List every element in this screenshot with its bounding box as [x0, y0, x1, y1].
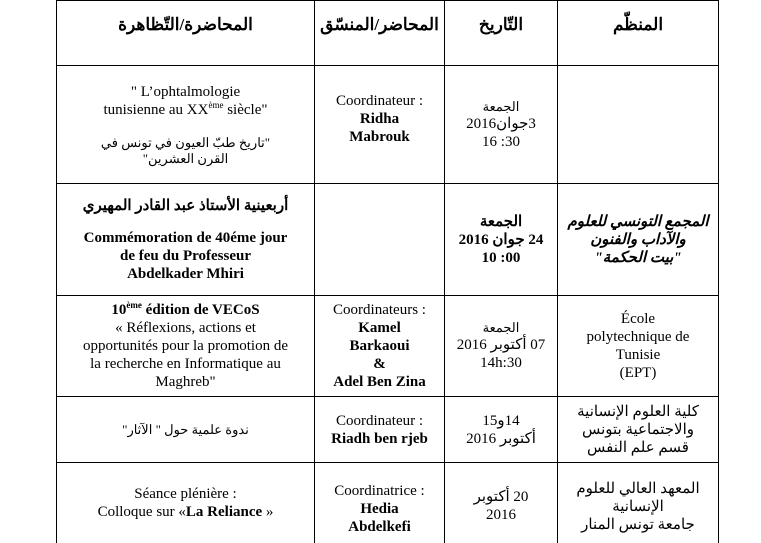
lecturer-name: Ridha — [359, 111, 400, 127]
organizer-text: الإنسانية — [612, 499, 664, 515]
organizer-text: قسم علم النفس — [587, 439, 689, 456]
table-row-3-organizer — [558, 296, 718, 396]
lecture-line: 10ème édition de VECoS — [111, 300, 260, 318]
table-row-2-lecture — [57, 184, 314, 295]
date-time: 16 :30 — [482, 133, 520, 150]
lecture-line: opportunités pour la promotion de — [83, 338, 288, 354]
lecturer-name: Kamel — [358, 320, 401, 336]
lecturer-name: Hedia — [360, 501, 399, 517]
organizer-text: والاجتماعية بتونس — [581, 421, 695, 438]
lecture-line: « Réflexions, actions et — [115, 320, 256, 336]
organizer-text: (EPT) — [619, 365, 657, 381]
table-row-4-lecturer — [315, 397, 444, 462]
organizer-text: والآداب والفنون — [590, 231, 686, 248]
table-border-right — [718, 0, 719, 543]
lecture-fr-line: " L’ophtalmologie — [130, 83, 241, 100]
date-value: 14و15 — [482, 412, 520, 429]
organizer-text: كلية العلوم الإنسانية — [577, 403, 699, 420]
header-lecturer-label: المحاضر/المنسّق — [320, 15, 439, 34]
date-value: 24 جوان 2016 — [458, 231, 544, 248]
lecture-line: Maghreb" — [155, 374, 216, 390]
table-row-5-organizer — [558, 463, 718, 543]
date-day: الجمعة — [479, 213, 523, 230]
table-row-1-lecturer — [315, 66, 444, 183]
lecturer-role: Coordinatrice : — [334, 483, 425, 499]
lecture-ar-line: القرن العشرين" — [142, 150, 229, 166]
date-time: 14h:30 — [480, 355, 522, 371]
lecture-line: la recherche en Informatique au — [90, 356, 281, 372]
header-date — [445, 1, 557, 49]
date-value: أكتوبر 2016 — [466, 430, 536, 447]
table-row-4-date — [445, 397, 557, 462]
lecturer-name: Mabrouk — [349, 129, 410, 145]
date-value: 2016 — [486, 507, 516, 523]
table-row-4-organizer — [558, 397, 718, 462]
lecture-ar-line: "تاريخ طبّ العيون في تونس في — [100, 134, 271, 150]
date-day: الجمعة — [482, 320, 520, 335]
table-row-2-lecturer — [315, 184, 444, 295]
table-row-2-organizer — [558, 184, 718, 295]
lecturer-name: Adel Ben Zina — [333, 374, 426, 390]
table-row-3-lecture — [57, 296, 314, 396]
table-row-1-lecture — [57, 66, 314, 183]
date-value: 20 أكتوبر — [473, 489, 529, 505]
lecturer-role: Coordinateur : — [335, 93, 424, 109]
lecturer-name: Abdelkefi — [348, 519, 411, 535]
lecturer-name: Riadh ben rjeb — [331, 430, 428, 447]
organizer-text: Tunisie — [615, 347, 661, 363]
organizer-text: polytechnique de — [586, 329, 690, 345]
organizer-text: École — [620, 311, 656, 327]
lecturer-role: Coordinateurs : — [333, 302, 426, 318]
header-lecture — [57, 1, 314, 49]
lecture-ar-line: أربعينية الأستاذ عبد القادر المهيري — [82, 197, 289, 214]
organizer-text: "بيت الحكمة" — [594, 249, 682, 266]
organizer-text: جامعة تونس المنار — [581, 517, 695, 533]
table-row-5-lecture — [57, 463, 314, 543]
lecture-fr-line: Abdelkader Mhiri — [127, 265, 244, 282]
header-organizer — [558, 1, 718, 49]
table-row-2-date — [445, 184, 557, 295]
header-date-label: التّاريخ — [478, 15, 524, 34]
table-row-3-lecturer — [315, 296, 444, 396]
header-organizer-label: المنظّم — [612, 15, 664, 34]
lecture-fr-line: de feu du Professeur — [120, 247, 251, 264]
date-value: 3جوان2016 — [466, 115, 536, 132]
date-time: 10 :00 — [481, 249, 521, 266]
table-row-5-date — [445, 463, 557, 543]
lecturer-role: Coordinateur : — [335, 412, 424, 429]
lecture-line: ندوة علمية حول " الآثار" — [122, 421, 249, 437]
lecturer-name: Barkaoui — [349, 338, 410, 354]
lecturer-name: & — [373, 356, 386, 372]
table-row-5-lecturer — [315, 463, 444, 543]
table-row-1-date — [445, 66, 557, 183]
organizer-text: المجمع التونسي للعلوم — [567, 213, 709, 230]
lecture-fr-line: Commémoration de 40éme jour — [83, 229, 288, 246]
date-value: 07 أكتوبر 2016 — [456, 337, 546, 353]
table-row-3-date — [445, 296, 557, 396]
date-day: الجمعة — [482, 98, 520, 114]
header-lecture-label: المحاضرة/التّظاهرة — [118, 15, 253, 34]
organizer-text: المعهد العالي للعلوم — [576, 481, 700, 497]
lecture-line: Séance plénière : — [134, 486, 237, 502]
table-row-1-organizer — [558, 66, 718, 183]
lecture-fr-line: tunisienne au XXème siècle" — [103, 99, 268, 118]
table-row-4-lecture — [57, 397, 314, 462]
header-lecturer — [315, 1, 444, 49]
lecture-line: Colloque sur «La Reliance » — [97, 504, 274, 520]
